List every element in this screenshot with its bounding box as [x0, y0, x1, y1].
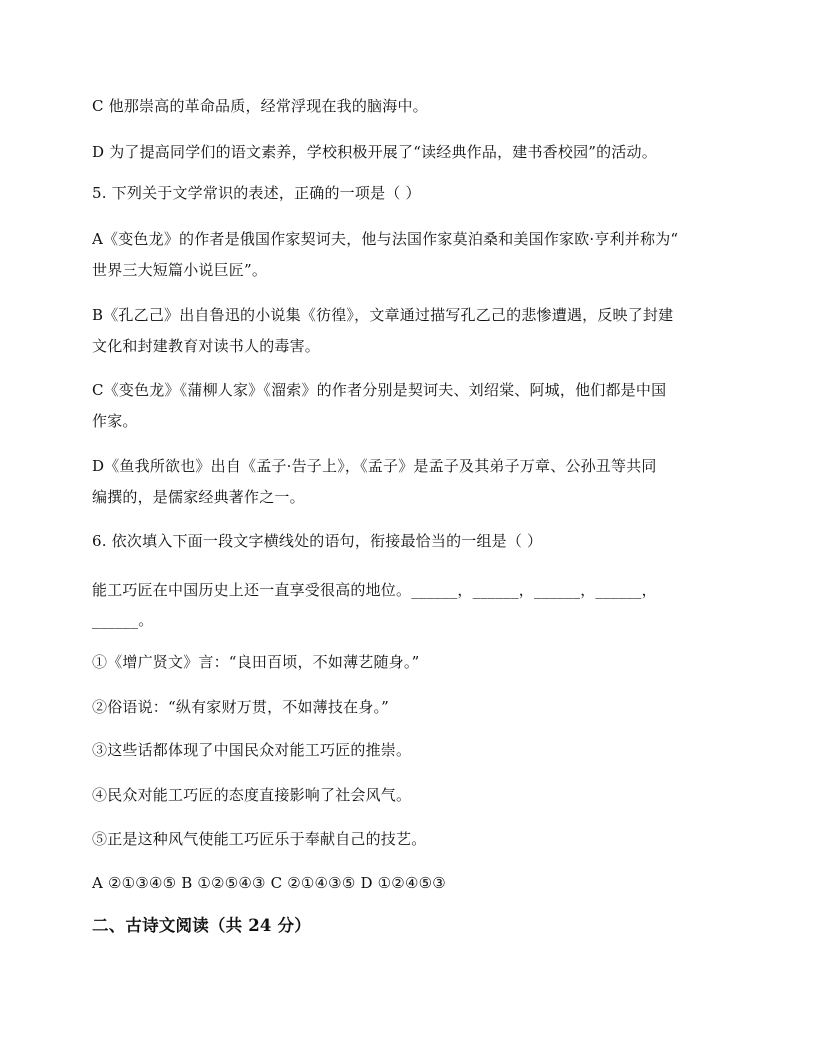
q5-option-c-line-1: C《变色龙》《蒲柳人家》《溜索》的作者分别是契诃夫、刘绍棠、阿城，他们都是中国: [92, 381, 667, 399]
q6-sentence-2: ②俗语说：“纵有家财万贯，不如薄技在身。”: [92, 698, 390, 716]
q6-answer-options: A ②①③④⑤ B ①②⑤④③ C ②①④③⑤ D ①②④⑤③: [92, 874, 446, 892]
q5-option-a-line-1: A《变色龙》的作者是俄国作家契诃夫，他与法国作家莫泊桑和美国作家欧·亨利并称为“: [92, 230, 679, 248]
q5-option-a-line-2: 世界三大短篇小说巨匠”。: [92, 261, 268, 279]
question-6-stem: 6. 依次填入下面一段文字横线处的语句，衔接最恰当的一组是（ ）: [92, 532, 543, 550]
q6-sentence-5: ⑤正是这种风气使能工巧匠乐于奉献自己的技艺。: [92, 830, 427, 848]
question-5-stem: 5. 下列关于文学常识的表述，正确的一项是（ ）: [92, 184, 421, 202]
section-heading: 二、古诗文阅读（共 24 分）: [92, 916, 311, 935]
q5-option-c-line-2: 作家。: [92, 412, 138, 430]
q5-option-d-line-1: D《鱼我所欲也》出自《孟子·告子上》，《孟子》是孟子及其弟子万章、公孙丑等共同: [92, 457, 657, 475]
option-d-sentence: D 为了提高同学们的语文素养，学校积极开展了“读经典作品，建书香校园”的活动。: [92, 143, 657, 161]
option-c-sentence: C 他那崇高的革命品质，经常浮现在我的脑海中。: [92, 97, 428, 115]
q6-sentence-4: ④民众对能工巧匠的态度直接影响了社会风气。: [92, 786, 412, 804]
q5-option-b-line-1: B《孔乙己》出自鲁迅的小说集《彷徨》，文章通过描写孔乙己的悲惨遭遇，反映了封建: [92, 306, 674, 324]
q6-passage-line-2: ______。: [92, 611, 154, 629]
q6-sentence-3: ③这些话都体现了中国民众对能工巧匠的推崇。: [92, 741, 412, 759]
q6-passage-line-1: 能工巧匠在中国历史上还一直享受很高的地位。______，______，______，______，: [92, 581, 657, 599]
q5-option-d-line-2: 编撰的，是儒家经典著作之一。: [92, 488, 305, 506]
q5-option-b-line-2: 文化和封建教育对读书人的毒害。: [92, 337, 321, 355]
q6-sentence-1: ①《增广贤文》言：“良田百顷，不如薄艺随身。”: [92, 653, 420, 671]
